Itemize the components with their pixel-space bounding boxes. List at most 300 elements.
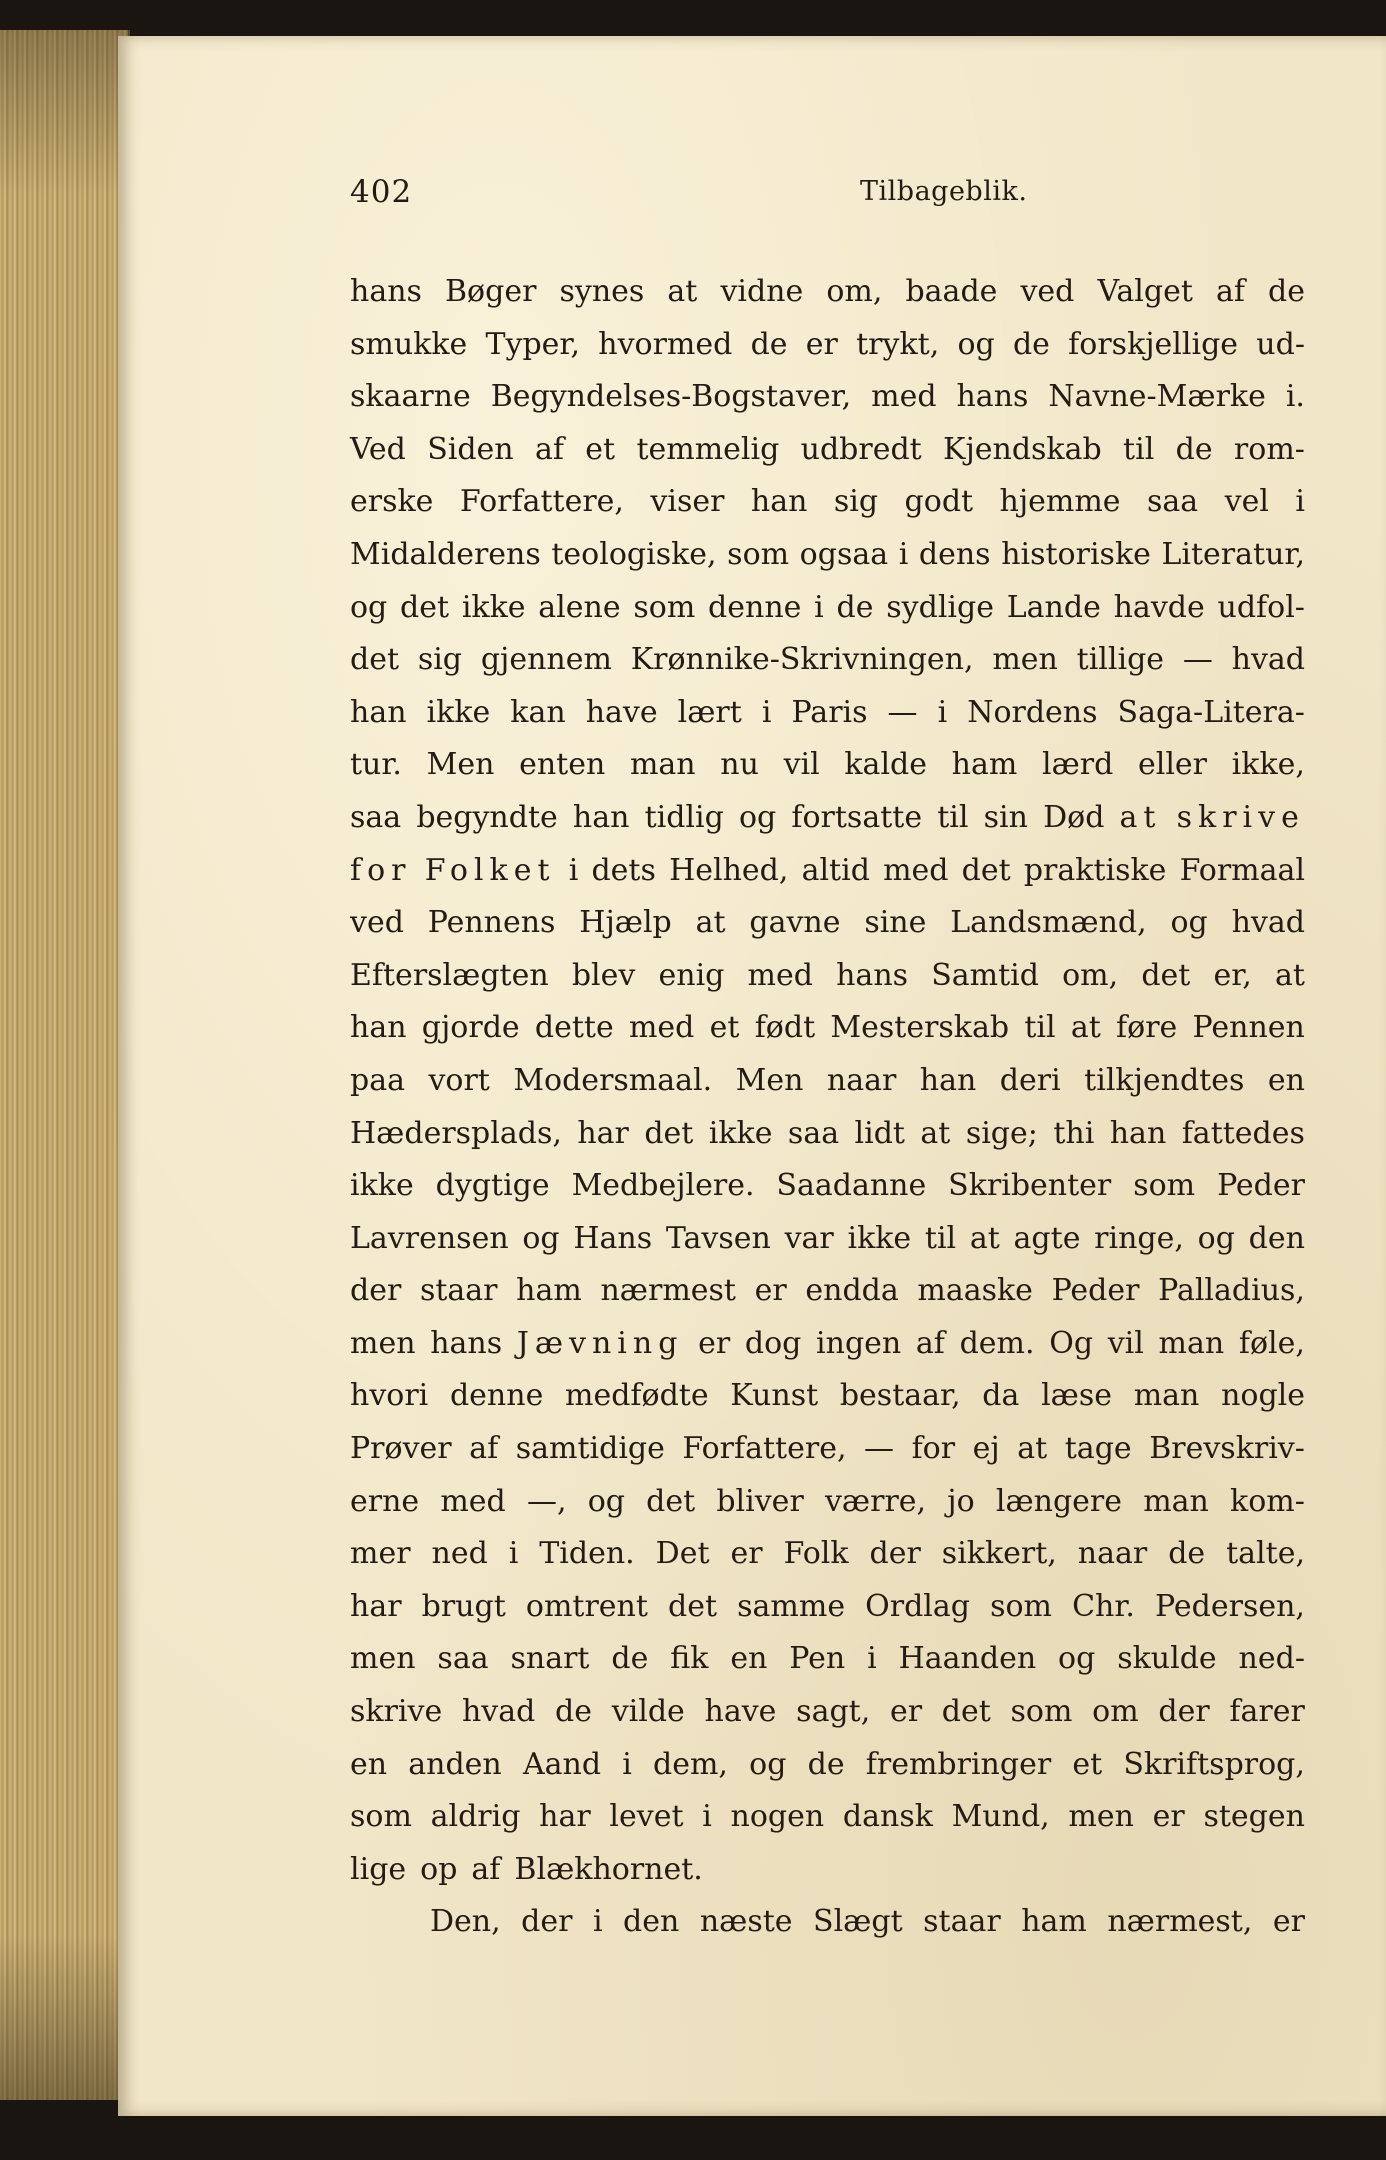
word: hvad [461, 1694, 536, 1730]
word: tidlig [644, 799, 724, 835]
word: og [738, 799, 777, 835]
word: af [915, 1325, 945, 1361]
body-text [350, 266, 1305, 1949]
word: Saga-Litera- [1117, 694, 1305, 730]
word: sagt, [796, 1694, 871, 1730]
text-line [350, 1370, 1305, 1423]
word: Saadanne [776, 1168, 927, 1204]
word: ved [1020, 274, 1075, 309]
word: sige; [965, 1115, 1038, 1151]
word: ogsaa [799, 536, 889, 572]
word: skaarne [350, 379, 471, 415]
word: i [508, 1536, 519, 1572]
word: altid [801, 852, 870, 888]
word: var [784, 1220, 834, 1256]
word: føre [1116, 1010, 1178, 1046]
word: Aand [522, 1746, 602, 1782]
word: i [761, 694, 772, 730]
word: anden [408, 1746, 502, 1782]
word: til [937, 799, 969, 835]
text-line [350, 1108, 1305, 1161]
word: ned- [1238, 1641, 1305, 1677]
word: han [750, 484, 808, 520]
word: Folk [783, 1536, 849, 1572]
word: om, [1062, 957, 1119, 993]
word: at [920, 1115, 951, 1151]
word: Paris [791, 694, 868, 730]
word: den [1248, 1220, 1305, 1256]
text-line [350, 476, 1305, 529]
word: dog [744, 1325, 802, 1361]
text-line [350, 1423, 1305, 1476]
word: at [1119, 799, 1162, 835]
word: skrive [1176, 799, 1305, 835]
word: Siden [427, 431, 514, 467]
word: praktiske [1023, 852, 1167, 888]
word: i [622, 1746, 632, 1782]
word: thi [1053, 1115, 1095, 1151]
word: dets [591, 852, 656, 888]
word: Tavsen [665, 1220, 771, 1256]
word: ikke [461, 589, 526, 625]
word: Forfattere, [682, 1431, 847, 1467]
word: hvori [350, 1378, 429, 1414]
word: dens [918, 536, 991, 572]
text-line [350, 1160, 1305, 1213]
word: Bøger [445, 274, 537, 309]
word: trykt, [856, 326, 940, 362]
word: en [1267, 1062, 1305, 1098]
word: Slægt [813, 1904, 903, 1940]
word: sine [864, 905, 927, 941]
word: gjorde [421, 1010, 520, 1046]
word: hans [956, 379, 1029, 415]
word: af [1215, 274, 1245, 309]
text-line [350, 1476, 1305, 1529]
word: Krønnike-Skrivningen, [630, 642, 974, 678]
word: med [747, 957, 813, 993]
word: hjemme [999, 484, 1121, 520]
word: at [667, 274, 698, 309]
word: de [1268, 274, 1305, 309]
word: det [961, 852, 1011, 888]
word: og [1170, 905, 1208, 941]
page-sheet [118, 36, 1386, 2116]
word: i [1295, 484, 1305, 520]
word: vel [1224, 484, 1269, 520]
word: han [1109, 1115, 1167, 1151]
word: de [836, 589, 874, 625]
word: med [628, 1010, 695, 1046]
text-line [350, 739, 1305, 792]
word: længere [995, 1483, 1123, 1519]
word: vidne [720, 274, 804, 309]
word: begyndte [416, 799, 558, 835]
word: bliver [716, 1483, 804, 1519]
word: ham [951, 747, 1018, 783]
text-line [350, 897, 1305, 950]
word: i [814, 589, 824, 625]
text-line [350, 1633, 1305, 1686]
word: en [350, 1746, 388, 1782]
word: Tiden. [539, 1536, 635, 1572]
word: kan [510, 694, 566, 730]
word: Formaal [1179, 852, 1305, 888]
word: han [350, 1010, 407, 1046]
word: dem, [653, 1746, 728, 1782]
word: hans [350, 274, 422, 309]
word: Forfattere, [459, 484, 624, 520]
word: temmelig [636, 431, 780, 467]
word: skulde [1117, 1641, 1217, 1677]
word: Modersmaal. [513, 1062, 713, 1098]
word: udfol- [1217, 589, 1305, 625]
word: en [730, 1641, 768, 1677]
text-line [350, 1265, 1305, 1318]
word: nu [720, 747, 759, 783]
word: vilde [611, 1694, 685, 1730]
word: til [1024, 1010, 1056, 1046]
word: men [1068, 1799, 1134, 1835]
text-line [350, 582, 1305, 635]
word: brugt [421, 1588, 506, 1624]
word: blev [571, 957, 636, 993]
word: der [1158, 1694, 1210, 1730]
word: af [471, 1851, 501, 1887]
word: naar [1077, 1536, 1148, 1572]
word: Hans [573, 1220, 653, 1256]
word: Hjælp [579, 905, 672, 941]
word: de [611, 1641, 649, 1677]
word: der [521, 1904, 573, 1940]
word: Men [735, 1062, 804, 1098]
word: deri [999, 1062, 1061, 1098]
word: af [469, 1431, 499, 1467]
word: Peder [1217, 1168, 1305, 1204]
word: at [1017, 1431, 1048, 1467]
word: fortsatte [791, 799, 923, 835]
text-line [350, 845, 1305, 898]
word: dette [534, 1010, 614, 1046]
text-line [350, 1581, 1305, 1634]
word: med [871, 379, 937, 415]
word: i [867, 1641, 877, 1677]
word: har [539, 1799, 591, 1835]
word: fik [670, 1641, 709, 1677]
word: i [592, 1904, 603, 1940]
word: Jævning [516, 1325, 684, 1361]
text-line [350, 371, 1305, 424]
word: sig [833, 484, 879, 520]
word: Chr. [1072, 1588, 1135, 1624]
word: at [695, 905, 726, 941]
word: som [990, 1588, 1052, 1624]
word: Hædersplads, [350, 1115, 562, 1151]
word: sikkert, [941, 1536, 1057, 1572]
word: der [350, 1273, 402, 1309]
word: dem. [959, 1325, 1035, 1361]
word: er [889, 1694, 923, 1730]
word: frembringer [865, 1746, 1052, 1782]
word: Begyndelses-Bogstaver, [490, 379, 852, 415]
word: Samtid [931, 957, 1039, 993]
word: baade [905, 274, 998, 309]
word: da [982, 1378, 1020, 1414]
word: Pennens [427, 905, 556, 941]
text-line [350, 1528, 1305, 1581]
word: sin [983, 799, 1028, 835]
word: de [1175, 431, 1213, 467]
text-line [350, 1791, 1305, 1844]
word: lærd [1041, 747, 1114, 783]
word: Literatur, [1161, 536, 1305, 572]
word: denne [708, 589, 802, 625]
word: som [727, 536, 790, 572]
word: saa [437, 1641, 489, 1677]
word: og [587, 1483, 625, 1519]
word: i [702, 1799, 712, 1835]
word: ikke [847, 1220, 912, 1256]
word: det [646, 1483, 696, 1519]
text-line [350, 634, 1305, 687]
word: synes [559, 274, 645, 309]
word: og [1197, 1220, 1235, 1256]
word: op [420, 1851, 458, 1887]
word: Navne-Mærke [1048, 379, 1266, 415]
word: de [1168, 1536, 1206, 1572]
text-line [350, 1844, 1305, 1897]
word: man [1133, 1378, 1200, 1414]
word: alene [538, 589, 621, 625]
word: har [577, 1115, 629, 1151]
word: med [440, 1483, 506, 1519]
word: samtidige [515, 1431, 665, 1467]
word: enten [519, 747, 606, 783]
word: hans [430, 1325, 503, 1361]
word: som [633, 589, 696, 625]
word: talte, [1226, 1536, 1305, 1572]
word: føle, [1238, 1325, 1305, 1361]
word: Midalderens [350, 536, 541, 572]
word: ingen [816, 1325, 902, 1361]
word: det [668, 1588, 718, 1624]
word: nærmest, [1107, 1904, 1253, 1940]
word: som [1133, 1168, 1196, 1204]
text-line [350, 1055, 1305, 1108]
word: historiske [1001, 536, 1151, 572]
book-page-edges [0, 30, 130, 2100]
word: Medbejlere. [571, 1168, 755, 1204]
word: tilkjendtes [1084, 1062, 1245, 1098]
word: født [754, 1010, 816, 1046]
word: et [585, 431, 616, 467]
word: forskjellige [1068, 326, 1239, 362]
text-line [350, 1739, 1305, 1792]
word: Mesterskab [830, 1010, 1010, 1046]
text-line [350, 1213, 1305, 1266]
word: fattedes [1181, 1115, 1305, 1151]
word: har [350, 1588, 402, 1624]
word: Død [1043, 799, 1105, 835]
word: ikke [350, 1168, 414, 1204]
word: Pen [789, 1641, 846, 1677]
word: hvad [1231, 642, 1305, 678]
word: Men [426, 747, 495, 783]
word: staar [419, 1273, 498, 1309]
word: som [350, 1799, 412, 1835]
word: Lavrensen [350, 1220, 509, 1256]
word: om, [826, 274, 883, 309]
word: ham [1021, 1904, 1087, 1940]
word: værre, [824, 1483, 927, 1519]
word: endda [805, 1273, 899, 1309]
word: Ordlag [865, 1588, 970, 1624]
text-line [350, 319, 1305, 372]
word: paa [350, 1062, 405, 1098]
word: Pedersen, [1155, 1588, 1305, 1624]
word: i [898, 536, 909, 572]
word: at [969, 1220, 1000, 1256]
word: smukke [350, 326, 468, 362]
word: Peder [1051, 1273, 1140, 1309]
word: Blækhornet. [514, 1851, 703, 1887]
word: Og [1049, 1325, 1094, 1361]
word: Kunst [730, 1378, 819, 1414]
word: ikke [426, 694, 491, 730]
word: naar [826, 1062, 897, 1098]
text-line [350, 687, 1305, 740]
word: dansk [842, 1799, 933, 1835]
word: denne [449, 1378, 544, 1414]
word: for [350, 852, 412, 888]
word: ikke [708, 1115, 773, 1151]
word: Mund, [951, 1799, 1050, 1835]
word: Typer, [485, 326, 581, 362]
word: det [350, 642, 400, 678]
word: næste [699, 1904, 793, 1940]
word: man [1143, 1483, 1209, 1519]
word: der [869, 1536, 921, 1572]
word: — [1182, 642, 1213, 678]
word: maaske [917, 1273, 1033, 1309]
word: lært [677, 694, 742, 730]
word: tage [1064, 1431, 1132, 1467]
word: et [1072, 1746, 1103, 1782]
word: er [730, 1536, 763, 1572]
word: hvad [1231, 905, 1305, 941]
word: staar [923, 1904, 1001, 1940]
word: bestaar, [839, 1378, 961, 1414]
word: og [749, 1746, 787, 1782]
word: at [1274, 957, 1305, 993]
word: Den, [430, 1904, 501, 1940]
word: i [937, 694, 948, 730]
word: og [1058, 1641, 1096, 1677]
word: teologiske, [551, 536, 717, 572]
word: hans [836, 957, 909, 993]
word: ringe, [1094, 1220, 1184, 1256]
word: gjennem [480, 642, 612, 678]
word: han [572, 799, 630, 835]
word: det [1141, 957, 1191, 993]
word: tillige [1076, 642, 1165, 678]
word: og [350, 589, 388, 625]
word: gavne [749, 905, 841, 941]
text-line [350, 1686, 1305, 1739]
word: Helhed, [669, 852, 789, 888]
word: er [698, 1325, 731, 1361]
word: medfødte [565, 1378, 709, 1414]
word: Efterslægten [350, 957, 549, 993]
word: og [957, 326, 995, 362]
word: ud- [1256, 326, 1305, 362]
word: at [1070, 1010, 1101, 1046]
word: men [350, 1641, 416, 1677]
word: de [1012, 326, 1050, 362]
word: ved [350, 905, 404, 941]
word: man [629, 747, 696, 783]
word: agte [1013, 1220, 1081, 1256]
word: farer [1229, 1694, 1305, 1730]
text-line [350, 424, 1305, 477]
word: enig [658, 957, 725, 993]
word: Skribenter [948, 1168, 1112, 1204]
word: Skriftsprog, [1123, 1746, 1305, 1782]
word: Haanden [898, 1641, 1037, 1677]
word: er, [1213, 957, 1252, 993]
word: sig [417, 642, 463, 678]
word: er [805, 326, 838, 362]
word: samme [737, 1588, 846, 1624]
word: det [644, 1115, 694, 1151]
word: Nordens [967, 694, 1098, 730]
word: eller [1137, 747, 1208, 783]
word: Folket [424, 852, 556, 888]
word: i [568, 852, 579, 888]
word: og [522, 1220, 560, 1256]
word: et [709, 1010, 740, 1046]
word: lidt [854, 1115, 905, 1151]
word: til [924, 1220, 957, 1256]
word: han [350, 694, 407, 730]
word: lige [350, 1851, 407, 1887]
word: — [864, 1431, 895, 1467]
word: stegen [1203, 1799, 1305, 1835]
word: for [911, 1431, 956, 1467]
word: aldrig [430, 1799, 521, 1835]
text-line [350, 1896, 1305, 1949]
word: skrive [350, 1694, 443, 1730]
word: de [750, 326, 788, 362]
word: erne [350, 1483, 420, 1519]
word: Kjendskab [943, 431, 1102, 467]
word: godt [904, 484, 974, 520]
word: tur. [350, 747, 402, 783]
word: i. [1285, 379, 1305, 415]
word: saa [350, 799, 402, 835]
word: mer [350, 1536, 411, 1572]
text-line [350, 266, 1305, 319]
word: læse [1041, 1378, 1113, 1414]
word: de [555, 1694, 592, 1730]
word: som [1010, 1694, 1073, 1730]
word: Valget [1097, 274, 1193, 309]
word: ej [972, 1431, 1000, 1467]
word: er [1272, 1904, 1305, 1940]
word: Landsmænd, [950, 905, 1147, 941]
text-line [350, 950, 1305, 1003]
word: den [623, 1904, 680, 1940]
